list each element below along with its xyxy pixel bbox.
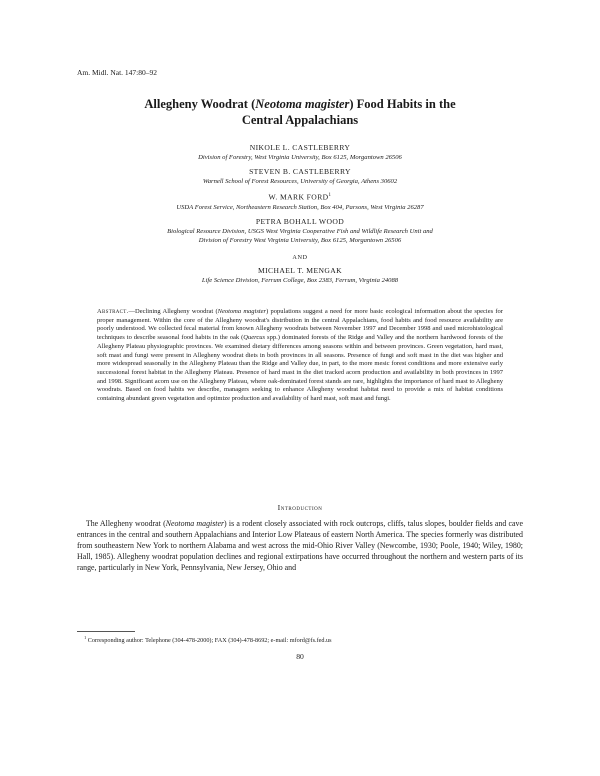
abstract-text: spp.) dominated forests of the Ridge and Valley and the northern hardwood forests of the Allegheny Plateau physiographic provinces. We examined dietary differences among seasons within and between provinces. Green vegetation, hard mast, soft mast and fungi were present in Allegheny woodrat diets in both provinces in all seasons. Presence of fungi and soft mast in the diet was higher and more widespread seasonally in the Allegheny Plateau than the Ridge and Valley due, in part, to the more mesic forest conditions and more extensive early successional forest habitat in the Allegheny Plateau. Presence of hard mast in the diet tracked acorn production and availability in both provinces in 1997 and 1998. Significant acorn use on the Allegheny Plateau, where oak-dominated forest stands are rare, highlights the importance of hard mast to Allegheny woodrats. Based on food habits we describe, managers seeking to enhance Allegheny woodrat habitat need to provide a mix of habitat conditions containing abundant green vegetation and optimize production and availability of hard mast, soft mast and fungi.: [97, 334, 503, 403]
title-line2: Central Appalachians: [241, 113, 359, 127]
intro-text: ) is a rodent closely associated with rock outcrops, cliffs, talus slopes, boulder fields and cave entrances in the central and southern Appalachians and Interior Low Plateaus of eastern North America. The species formerly was distributed from southeastern New York to northern Alabama and west across the mid-Ohio River Valley (Newcombe, 1930; Poole, 1940; Wiley, 1980; Hall, 1985). Allegheny woodrat population declines and regional extirpations have occurred throughout the northern and western parts of its range, particularly in New York, Pennsylvania, New Jersey, Ohio and: [77, 519, 523, 573]
author-affiliation: Biological Resource Division, USGS West Virginia Cooperative Fish and Wildlife Research Unit and: [167, 227, 433, 235]
author-block: [60, 138, 540, 285]
abstract-genus: Quercus: [243, 334, 266, 342]
abstract-text: ) populations suggest a need for more basic ecological information about the species for proper management. Within the core of the Allegheny woodrat's distribution in the central Appalachians, food habits and food resource availability are poorly understood. We collected fecal material from known Allegheny woodrats between November 1997 and December 1998 and used microhistological techniques to describe seasonal food habits in the oak (: [97, 308, 503, 342]
footnote: [84, 635, 332, 644]
article-title: [60, 96, 540, 128]
author-affiliation: Life Science Division, Ferrum College, Box 2383, Ferrum, Virginia 24088: [201, 276, 399, 284]
journal-reference: Am. Midl. Nat. 147:80–92: [77, 68, 157, 77]
footnote-text: Corresponding author: Telephone (304-478-2000); FAX (304)-478-8692; e-mail: mford@fs.fed.us: [87, 637, 332, 645]
and-separator: AND: [292, 253, 308, 261]
title-line1-post: ) Food Habits in the: [349, 97, 456, 111]
title-line1-pre: Allegheny Woodrat (: [144, 97, 256, 111]
author-affiliation: Warnell School of Forest Resources, University of Georgia, Athens 30602: [202, 178, 398, 185]
author-name: MICHAEL T. MENGAK: [257, 265, 343, 275]
intro-text: The Allegheny woodrat (: [85, 519, 166, 528]
abstract-dash: —: [128, 308, 136, 315]
author-affiliation: Division of Forestry West Virginia University, Box 6125, Morgantown 26506: [198, 236, 402, 244]
abstract: [97, 308, 503, 404]
author-affiliation: Division of Forestry, West Virginia University, Box 6125, Morgantown 26506: [198, 154, 402, 161]
author-name: NIKOLE L. CASTLEBERRY: [249, 143, 351, 152]
intro-species: Neotoma magister: [165, 519, 225, 528]
introduction-text: [77, 518, 523, 573]
author-name: STEVEN B. CASTLEBERRY: [249, 167, 351, 176]
footnote-marker: 1: [328, 193, 332, 198]
page-number: 80: [296, 652, 304, 661]
author-name: PETRA BOHALL WOOD: [255, 216, 345, 226]
abstract-text: Declining Allegheny woodrat (: [135, 308, 218, 315]
footnote-marker: 1: [84, 635, 87, 640]
author-affiliation: USDA Forest Service, Northeastern Research Station, Box 404, Parsons, West Virginia 26287: [176, 203, 424, 211]
abstract-label: Abstract.: [97, 308, 129, 315]
footnote-divider: [77, 631, 135, 632]
author-name: W. MARK FORD$^1$: [268, 192, 332, 202]
abstract-species: Neotoma magister: [217, 308, 267, 315]
title-species: Neotoma magister: [255, 97, 350, 111]
section-heading: Introduction: [277, 503, 323, 512]
